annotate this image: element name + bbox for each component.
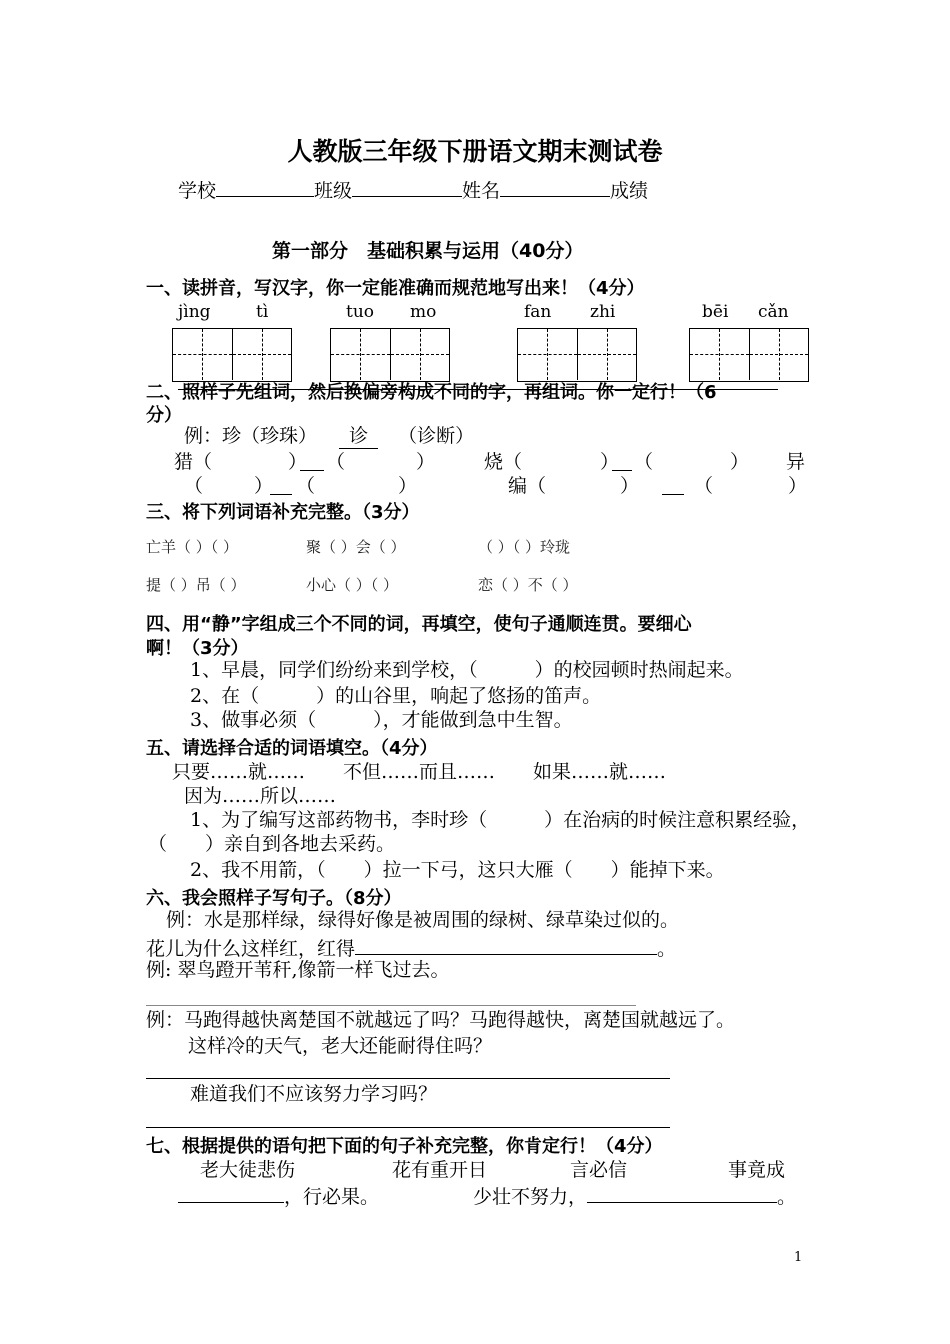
q6-example-3: 例：马跑得越快离楚国不就越远了吗？马跑得越快，离楚国就越远了。	[146, 1009, 736, 1031]
pinyin-1: jìng	[178, 302, 211, 322]
grid-cell[interactable]	[577, 329, 636, 380]
pinyin-5: fan	[524, 302, 552, 322]
q7-phrase: 言必信	[570, 1159, 628, 1181]
writing-grid-2[interactable]	[330, 328, 450, 382]
q2-row2-c: （	[296, 475, 316, 497]
example-new-word: （诊断）	[398, 425, 475, 447]
q1-heading: 一、读拼音，写汉字，你一定能准确而规范地写出来！（4分）	[146, 278, 645, 299]
q6-heading: 六、我会照样子写句子。（8分）	[146, 888, 402, 909]
q5-options: 只要……就…… 不但……而且…… 如果……就……	[172, 761, 667, 783]
q6-task-1-end: 。	[657, 938, 677, 960]
q6-answer-line-4[interactable]	[146, 1127, 670, 1128]
q5-options-cont: 因为……所以……	[184, 785, 337, 807]
q4-sentence-3: 3、做事必须（ ），才能做到急中生智。	[190, 709, 573, 731]
q2-blank[interactable]	[300, 470, 324, 471]
school-label: 学校	[178, 180, 217, 202]
strikethrough-line	[178, 389, 778, 390]
student-info-line	[178, 176, 648, 203]
q7-blank-2[interactable]	[587, 1182, 777, 1203]
q3-item: 提（ ）吊（ ）	[146, 576, 246, 594]
pinyin-4: mo	[410, 302, 437, 322]
q4-heading-cont: 啊！（3分）	[146, 638, 249, 659]
q2-row2-a: （	[184, 475, 204, 497]
q3-heading: 三、将下列词语补充完整。（3分）	[146, 502, 420, 523]
writing-grid-3[interactable]	[517, 328, 637, 382]
example-word: 例：珍（珍珠）	[184, 425, 318, 447]
q7-text: 少壮不努力，	[473, 1186, 588, 1208]
grid-cell[interactable]	[690, 329, 749, 380]
q6-task-1-text: 花儿为什么这样红，红得	[146, 938, 356, 960]
writing-grid-4[interactable]	[689, 328, 809, 382]
q2-blank[interactable]	[662, 494, 684, 495]
q7-blank-1[interactable]	[178, 1182, 284, 1203]
q7-text: 。	[777, 1186, 797, 1208]
q3-item: 聚（ ）会（ ）	[306, 538, 406, 556]
q2-row2-g: （	[694, 475, 714, 497]
q2-row1-g: （	[634, 451, 654, 473]
q7-phrase: 花有重开日	[392, 1159, 488, 1181]
q6-example-2: 例: 翠鸟蹬开苇秆,像箭一样飞过去。	[146, 959, 450, 981]
q7-heading: 七、根据提供的语句把下面的句子补充完整，你肯定行！（4分）	[146, 1136, 663, 1157]
q2-example	[184, 424, 474, 449]
q6-task-1	[146, 934, 676, 961]
q7-text: ，行必果。	[284, 1186, 380, 1208]
pinyin-2: tì	[256, 302, 269, 322]
pinyin-6: zhi	[590, 302, 616, 322]
q2-row1-i: 异	[786, 451, 806, 473]
class-field[interactable]	[352, 176, 462, 197]
q6-task-3: 这样冷的天气，老大还能耐得住吗？	[188, 1035, 493, 1057]
q2-heading-cont: 分）	[146, 405, 182, 426]
q3-item: （ ）（ ）玲珑	[478, 538, 571, 556]
q2-row2-d: ）	[398, 475, 418, 497]
q3-item: 恋（ ）不（ ）	[478, 576, 578, 594]
school-field[interactable]	[216, 176, 314, 197]
q6-example-1: 例：水是那样绿，绿得好像是被周围的绿树、绿草染过似的。	[166, 909, 680, 931]
q4-sentence-1: 1、早晨，同学们纷纷来到学校，（ ）的校园顿时热闹起来。	[190, 659, 744, 681]
q4-sentence-2: 2、在（ ）的山谷里，响起了悠扬的笛声。	[190, 685, 602, 707]
q2-row2-b: ）	[254, 475, 274, 497]
q6-task-1-blank[interactable]	[355, 934, 657, 955]
q4-heading: 四、用“静”字组成三个不同的词，再填空，使句子通顺连贯。要细心	[146, 614, 692, 635]
q2-row1-h: ）	[730, 451, 750, 473]
grid-cell[interactable]	[518, 329, 577, 380]
page-number: 1	[794, 1250, 803, 1265]
part-one-heading: 第一部分 基础积累与运用（40分）	[272, 240, 584, 262]
pinyin-7: bēi	[702, 302, 729, 322]
grid-cell[interactable]	[390, 329, 449, 380]
q5-sentence-1: 1、为了编写这部药物书，李时珍（ ）在治病的时候注意积累经验，	[190, 809, 811, 831]
q2-row2-e: 编（	[508, 475, 547, 497]
q2-blank[interactable]	[270, 494, 292, 495]
grid-cell[interactable]	[232, 329, 291, 380]
q6-answer-line-3[interactable]	[146, 1078, 670, 1079]
grid-cell[interactable]	[331, 329, 390, 380]
q2-row1-b: ）	[288, 451, 308, 473]
q7-phrase: 事竟成	[728, 1159, 786, 1181]
q5-sentence-1-cont: （ ）亲自到各地去采药。	[148, 833, 396, 855]
pinyin-8: cǎn	[758, 302, 789, 322]
q7-line-2	[178, 1182, 796, 1209]
q5-heading: 五、请选择合适的词语填空。（4分）	[146, 738, 438, 759]
writing-grid-1[interactable]	[172, 328, 292, 382]
name-field[interactable]	[500, 176, 610, 197]
q3-item: 亡羊（ ）（ ）	[146, 538, 239, 556]
class-label: 班级	[314, 180, 353, 202]
q6-task-4: 难道我们不应该努力学习吗？	[190, 1083, 438, 1105]
grid-cell[interactable]	[749, 329, 808, 380]
score-label: 成绩	[610, 180, 649, 202]
example-new-char: 诊	[339, 424, 378, 449]
q3-item: 小心（ ）（ ）	[306, 576, 399, 594]
q2-row1-e: 烧（	[484, 451, 523, 473]
q2-row1-c: （	[326, 451, 346, 473]
q2-row1-d: ）	[416, 451, 436, 473]
q2-blank[interactable]	[612, 470, 632, 471]
page-title: 人教版三年级下册语文期末测试卷	[287, 137, 663, 166]
pinyin-3: tuo	[346, 302, 375, 322]
q2-row1-a: 猎（	[174, 451, 213, 473]
grid-cell[interactable]	[173, 329, 232, 380]
q7-phrase: 老大徒悲伤	[200, 1159, 296, 1181]
q5-sentence-2: 2、我不用箭，（ ）拉一下弓，这只大雁（ ）能掉下来。	[190, 859, 725, 881]
q2-row2-h: ）	[788, 475, 808, 497]
q2-row2-f: ）	[620, 475, 640, 497]
q6-answer-line-2[interactable]	[146, 1005, 636, 1006]
q2-row1-f: ）	[600, 451, 620, 473]
q2-heading: 二、照样子先组词，然后换偏旁构成不同的字，再组词。你一定行！（6	[146, 382, 717, 403]
name-label: 姓名	[462, 180, 501, 202]
